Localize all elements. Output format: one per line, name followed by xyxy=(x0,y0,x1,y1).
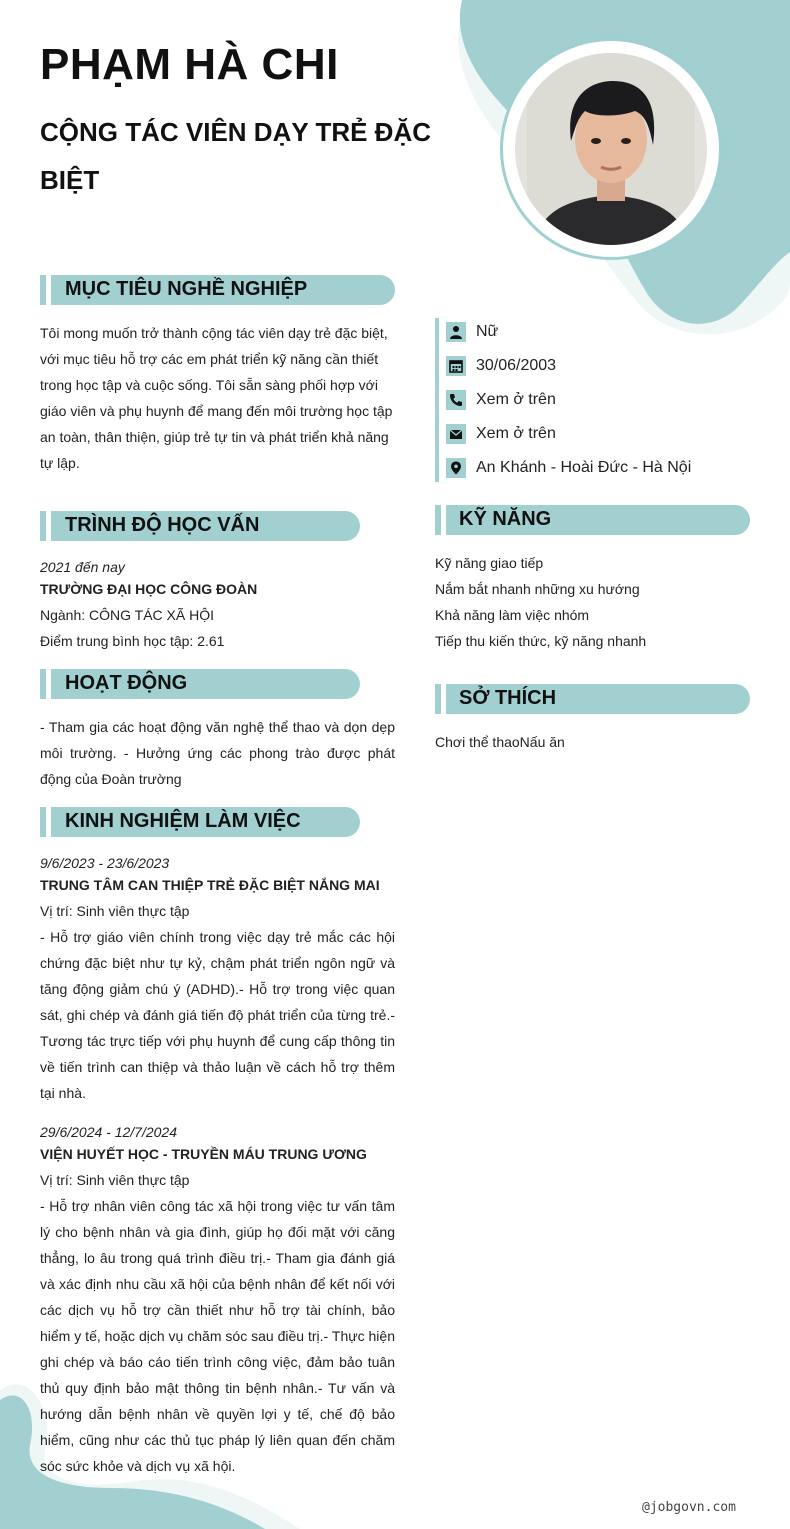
experience-position: Vị trí: Sinh viên thực tập xyxy=(40,903,190,919)
objective-text: Tôi mong muốn trở thành cộng tác viên dạy trẻ đặc biệt, với mục tiêu hỗ trợ các em phát triển kỹ năng cần thiết trong học tập và cuộc sống. Tôi sẵn sàng phối hợp với giáo viên và phụ huynh để mang đến môi trường học tập an toàn, thân thiện, giúp trẻ tự tin và phát triển khả năng tự lập. xyxy=(40,325,393,471)
location-pin-icon xyxy=(446,458,466,478)
contact-address: An Khánh - Hoài Đức - Hà Nội xyxy=(446,456,691,480)
person-icon xyxy=(446,322,466,342)
education-school: TRƯỜNG ĐẠI HỌC CÔNG ĐOÀN xyxy=(40,581,258,597)
experience-position: Vị trí: Sinh viên thực tập xyxy=(40,1172,190,1188)
avatar xyxy=(515,53,707,245)
section-heading-activities: HOẠT ĐỘNG xyxy=(40,669,360,699)
section-heading-objective: MỤC TIÊU NGHỀ NGHIỆP xyxy=(40,275,395,305)
skill-item: Tiếp thu kiến thức, kỹ năng nhanh xyxy=(435,633,647,649)
experience-description: - Hỗ trợ nhân viên công tác xã hội trong việc tư vấn tâm lý cho bệnh nhân và gia đình, giúp họ đối mặt với căng thẳng, lo âu trong quá trình điều trị.- Tham gia đánh giá và xác định nhu cầu xã hội của bệnh nhân để kết nối với các dịch vụ hỗ trợ cần thiết như hỗ trợ tài chính, bảo hiểm y tế, hoặc dịch vụ chăm sóc sau điều trị.- Thực hiện ghi chép và báo cáo tiến trình công việc, đảm bảo tuân thủ quy định bảo mật thông tin bệnh nhân.- Tư vấn và hướng dẫn bệnh nhân về quyền lợi y tế, chế độ bảo hiểm, cũng như các thủ tục pháp lý liên quan đến chăm sóc sức khỏe và dịch vụ xã hội. xyxy=(40,1198,395,1474)
contact-info xyxy=(435,318,735,482)
envelope-icon xyxy=(446,424,466,444)
contact-phone: Xem ở trên xyxy=(446,388,556,412)
contact-email: Xem ở trên xyxy=(446,422,556,446)
contact-gender: Nữ xyxy=(446,320,498,344)
experience-description: - Hỗ trợ giáo viên chính trong việc dạy trẻ mắc các hội chứng đặc biệt như tự kỷ, chậm phát triển ngôn ngữ và tăng động giảm chú ý (ADHD).- Hỗ trợ trong việc quan sát, ghi chép và đánh giá tiến độ phát triển của từng trẻ.- Tương tác trực tiếp với phụ huynh để cung cấp thông tin về tiến trình can thiệp và thảo luận về cách hỗ trợ thêm tại nhà. xyxy=(40,929,395,1101)
education-gpa: Điểm trung bình học tập: 2.61 xyxy=(40,633,225,649)
skill-item: Nắm bắt nhanh những xu hướng xyxy=(435,581,640,597)
experience-company: VIỆN HUYẾT HỌC - TRUYỀN MÁU TRUNG ƯƠNG xyxy=(40,1146,367,1162)
candidate-name: PHẠM HÀ CHI xyxy=(40,40,339,89)
contact-birthday: 30/06/2003 xyxy=(446,354,556,378)
education-period: 2021 đến nay xyxy=(40,559,125,575)
phone-icon xyxy=(446,390,466,410)
section-heading-experience: KINH NGHIỆM LÀM VIỆC xyxy=(40,807,360,837)
education-major: Ngành: CÔNG TÁC XÃ HỘI xyxy=(40,607,215,623)
experience-company: TRUNG TÂM CAN THIỆP TRẺ ĐẶC BIỆT NẮNG MAI xyxy=(40,877,380,893)
avatar-frame xyxy=(500,38,722,260)
watermark: @jobgovn.com xyxy=(642,1500,736,1515)
activities-text: - Tham gia các hoạt động văn nghệ thể thao và dọn dẹp môi trường. - Hưởng ứng các phong trào được phát động của Đoàn trường xyxy=(40,719,395,787)
section-heading-education: TRÌNH ĐỘ HỌC VẤN xyxy=(40,511,360,541)
job-title: CỘNG TÁC VIÊN DẠY TRẺ ĐẶC BIỆT xyxy=(40,117,431,195)
section-heading-hobbies: SỞ THÍCH xyxy=(435,684,750,714)
experience-period: 29/6/2024 - 12/7/2024 xyxy=(40,1124,178,1140)
hobbies-text: Chơi thể thaoNấu ăn xyxy=(435,734,565,750)
experience-period: 9/6/2023 - 23/6/2023 xyxy=(40,855,170,871)
section-heading-skills: KỸ NĂNG xyxy=(435,505,750,535)
skill-item: Kỹ năng giao tiếp xyxy=(435,555,544,571)
calendar-icon xyxy=(446,356,466,376)
skill-item: Khả năng làm việc nhóm xyxy=(435,607,590,623)
